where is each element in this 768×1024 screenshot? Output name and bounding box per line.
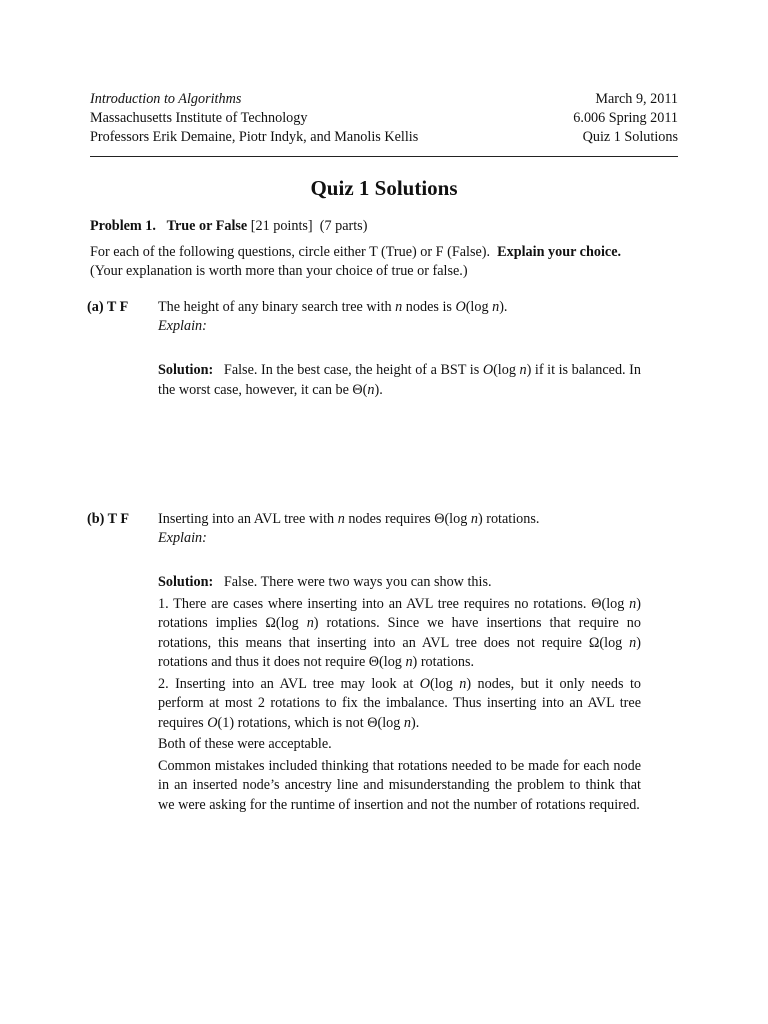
- solution-b-way-1: 1. There are cases where inserting into an AVL tree requires no rotations. Θ(log n) rotations implies Ω(log n) rotations. Since we have insertions that require no rotations, this means that inserting into an AVL tree does not require Ω(log n) rotations and thus it does not require Θ(log n) rotations.: [158, 595, 641, 670]
- institution-name: Massachusetts Institute of Technology: [90, 110, 308, 126]
- instructions: [90, 243, 678, 281]
- course-name: Introduction to Algorithms: [90, 91, 242, 107]
- header-rule: [90, 156, 678, 157]
- solution-b-acceptable: Both of these were acceptable.: [158, 736, 332, 752]
- page-title: Quiz 1 Solutions: [310, 176, 458, 200]
- question-b-label: (b) T F: [87, 511, 130, 527]
- course-term: 6.006 Spring 2011: [573, 110, 678, 126]
- question-a-explain: Explain:: [158, 318, 207, 334]
- solution-b-intro: Solution: False. There were two ways you can show this.: [158, 574, 492, 590]
- problem-points: [21 points]: [250, 218, 313, 234]
- question-b-explain: Explain:: [158, 530, 207, 546]
- question-a-label: (a) T F: [87, 299, 129, 315]
- problem-name: True or False: [166, 218, 248, 234]
- header-right: [573, 90, 678, 147]
- header-left: [90, 90, 418, 147]
- question-b-text: Inserting into an AVL tree with n nodes requires Θ(log n) rotations.: [158, 511, 540, 527]
- document-type: Quiz 1 Solutions: [582, 129, 678, 145]
- solution-a-label: Solution:: [158, 362, 214, 378]
- problem-heading: [90, 218, 367, 235]
- quiz-date: March 9, 2011: [595, 91, 678, 107]
- solution-b-label: Solution:: [158, 574, 214, 590]
- solution-a-paragraph: Solution: False. In the best case, the height of a BST is O(log n) if it is balanced. In the worst case, however, it can be Θ(n).: [158, 362, 641, 398]
- question-a-solution: [158, 361, 641, 400]
- professors-line: Professors Erik Demaine, Piotr Indyk, and Manolis Kellis: [90, 129, 419, 145]
- question-a-text: The height of any binary search tree with n nodes is O(log n).: [158, 299, 508, 315]
- instructions-emphasis: Explain your choice.: [497, 244, 622, 260]
- instructions-text: For each of the following questions, circle either T (True) or F (False).: [90, 244, 491, 260]
- question-b-solution: [158, 573, 641, 815]
- instructions-line-2: (Your explanation is worth more than your choice of true or false.): [90, 263, 468, 279]
- solution-b-common-mistakes: Common mistakes included thinking that rotations needed to be made for each node in an inserted node’s ancestry line and misunderstanding the problem to think that we were asking for the runtime of insertion and not the number of rotations required.: [158, 757, 641, 813]
- solution-b-way-2: 2. Inserting into an AVL tree may look at O(log n) nodes, but it only needs to perform at most 2 rotations to fix the imbalance. Thus inserting into an AVL tree requires O(1) rotations, which is not Θ(log n).: [158, 675, 641, 731]
- instructions-line-1: [90, 243, 678, 262]
- problem-parts: (7 parts): [319, 218, 368, 234]
- problem-label: Problem 1.: [90, 218, 156, 234]
